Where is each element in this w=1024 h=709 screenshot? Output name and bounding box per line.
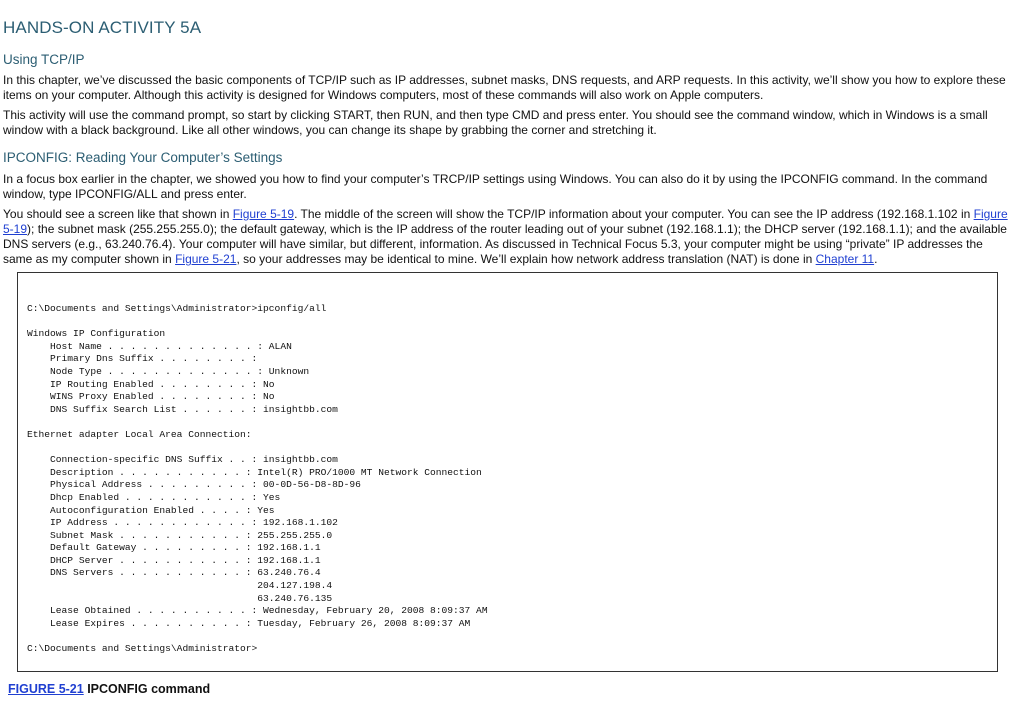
figure-5-21-link[interactable]: Figure 5-21 <box>175 252 237 266</box>
text-run: . <box>874 252 878 266</box>
section-paragraph-1: In a focus box earlier in the chapter, we showed you how to find your computer’s TRCP/IP settings using Windows. You can also do it by using the IPCONFIG command. In the command window, type IPCONFIG/ALL and press enter. <box>3 172 988 201</box>
figure-caption <box>8 682 210 696</box>
text-run: , so your addresses may be identical to mine. We’ll explain how network address translation (NAT) is done in <box>236 252 816 266</box>
activity-heading: HANDS-ON ACTIVITY 5A <box>3 18 202 37</box>
text-run: ); the subnet mask (255.255.255.0); the default gateway, which is the IP address of the router leading out of your subnet (192.168.1.1); the DHCP server (192.168.1.1); and the available DNS servers (e.g., 63.240.76.4). Your computer will have similar, but different, information. As discussed in Technical Focus 5.3, your computer might be using “private” IP addresses the same as my computer shown in <box>3 222 1007 266</box>
ipconfig-figure <box>17 272 998 672</box>
console-output: C:\Documents and Settings\Administrator>ipconfig/all Windows IP Configuration Host Name . . . . . . . . . . . . . : ALAN Primary Dns Suffix . . . . . . . . : Node Type . . . . . . . . . . . . . : Unknown IP Routing Enabled . . . . . . . . : No WINS Proxy Enabled . . . . . . . . : No DNS Suffix Search List . . . . . . : insightbb.com Ethernet adapter Local Area Connection: Connection-specific DNS Suffix . . : insightbb.com Description . . . . . . . . . . . : Intel(R) PRO/1000 MT Network Connection Physical Address . . . . . . . . . : 00-0D-56-D8-8D-96 Dhcp Enabled . . . . . . . . . . . : Yes Autoconfiguration Enabled . . . . : Yes IP Address . . . . . . . . . . . . : 192.168.1.102 Subnet Mask . . . . . . . . . . . : 255.255.255.0 Default Gateway . . . . . . . . . : 192.168.1.1 DHCP Server . . . . . . . . . . . : 192.168.1.1 DNS Servers . . . . . . . . . . . : 63.240.76.4 204.127.198.4 63.240.76.135 Lease Obtained . . . . . . . . . . : Wednesday, February 20, 2008 8:09:37 AM Lease Expires . . . . . . . . . . : Tuesday, February 26, 2008 8:09:37 AM C:\Documents and Settings\Administrator> <box>27 303 488 655</box>
chapter-11-link[interactable]: Chapter 11 <box>815 252 875 266</box>
figure-title: IPCONFIG command <box>87 682 211 696</box>
text-run: You should see a screen like that shown in <box>3 207 233 221</box>
figure-number-link[interactable]: FIGURE 5-21 <box>8 682 84 696</box>
section-paragraph-2 <box>3 207 1013 267</box>
figure-5-19-link[interactable]: Figure 5-19 <box>232 207 295 221</box>
intro-paragraph-2: This activity will use the command prompt, so start by clicking START, then RUN, and then type CMD and press enter. You should see the command window, which in Windows is a small window with a black background. Like all other windows, you can change its shape by grabbing the corner and stretching it. <box>3 108 988 137</box>
text-run: . The middle of the screen will show the TCP/IP information about your computer. You can see the IP address (192.168.1.102 in <box>294 207 974 221</box>
section-heading: IPCONFIG: Reading Your Computer’s Settings <box>3 150 283 165</box>
intro-paragraph-1: In this chapter, we’ve discussed the basic components of TCP/IP such as IP addresses, subnet masks, DNS requests, and ARP requests. In this activity, we’ll show you how to explore these items on your computer. Although this activity is designed for Windows computers, most of these commands will also work on Apple computers. <box>3 73 1006 102</box>
figure-5-19-link-2[interactable]: Figure 5-19 <box>3 207 1008 236</box>
subheading: Using TCP/IP <box>3 52 85 67</box>
